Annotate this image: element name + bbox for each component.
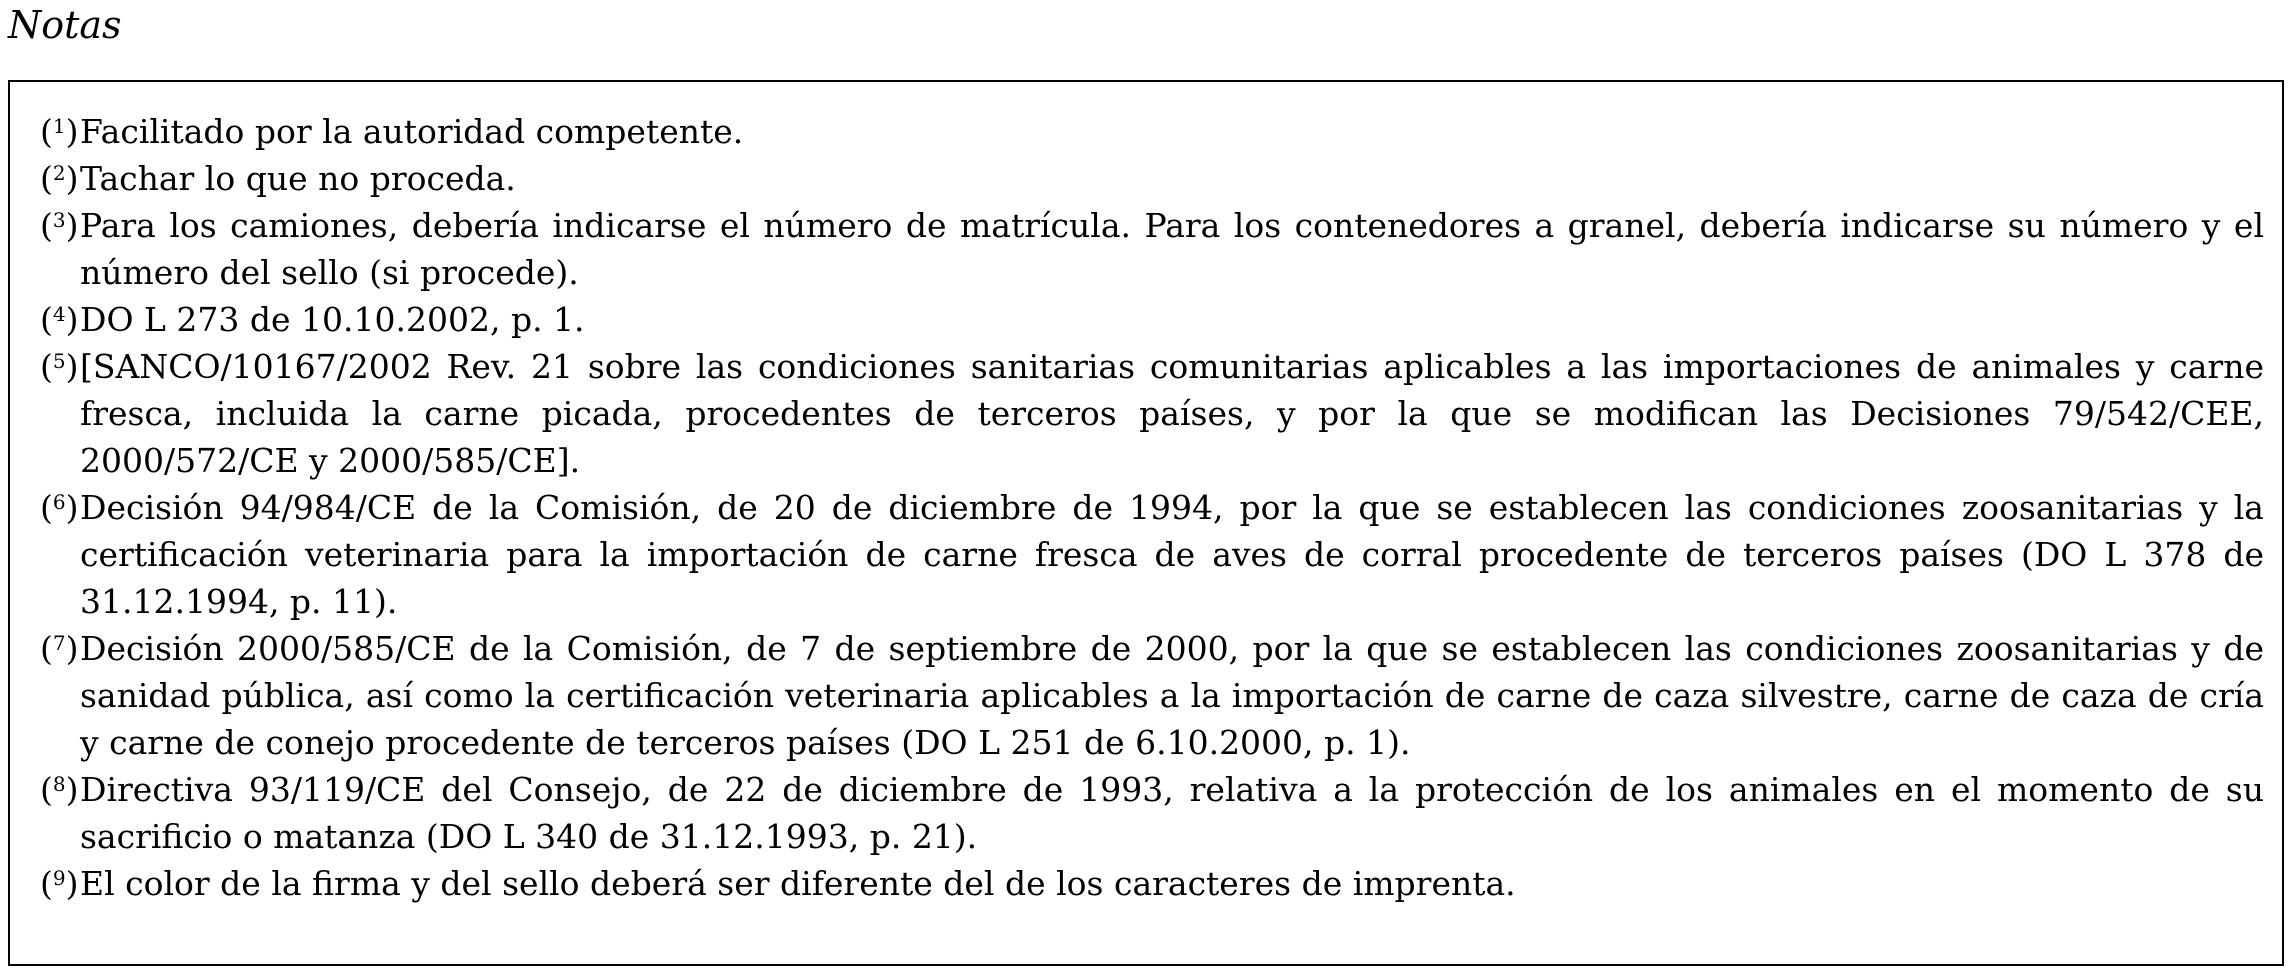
note-marker-5: ($^5$) [40, 347, 79, 386]
note-3 [34, 202, 2264, 296]
note-text-1: Facilitado por la autoridad competente. [80, 112, 744, 151]
note-text-6: Decisión 94/984/CE de la Comisión, de 20 de diciembre de 1994, por la que se establecen las condiciones zoosanitarias y la certificación veterinaria para la importación de carne fresca de aves de corral procedente de terceros países (DO L 378 de 31.12.1994, p. 11). [80, 488, 2264, 621]
notes-box [8, 80, 2284, 966]
note-text-5: [SANCO/10167/2002 Rev. 21 sobre las condiciones sanitarias comunitarias aplicables a las importaciones de animales y carne fresca, incluida la carne picada, procedentes de terceros países, y por la que se modifican las Decisiones 79/542/CEE, 2000/572/CE y 2000/585/CE]. [80, 347, 2264, 480]
note-marker-9: ($^9$) [40, 864, 79, 903]
note-text-7: Decisión 2000/585/CE de la Comisión, de 7 de septiembre de 2000, por la que se establecen las condiciones zoosanitarias y de sanidad pública, así como la certificación veterinaria aplicables a la importación de carne de caza silvestre, carne de caza de cría y carne de conejo procedente de terceros países (DO L 251 de 6.10.2000, p. 1). [80, 629, 2264, 762]
note-marker-1: ($^1$) [40, 112, 79, 151]
note-7 [34, 625, 2264, 766]
note-text-3: Para los camiones, debería indicarse el número de matrícula. Para los contenedores a granel, debería indicarse su número y el número del sello (si procede). [80, 206, 2264, 292]
note-marker-3: ($^3$) [40, 206, 79, 245]
note-9 [34, 860, 2264, 907]
note-marker-6: ($^6$) [40, 488, 79, 527]
note-marker-4: ($^4$) [40, 300, 79, 339]
note-text-4: DO L 273 de 10.10.2002, p. 1. [80, 300, 585, 339]
note-text-8: Directiva 93/119/CE del Consejo, de 22 de diciembre de 1993, relativa a la protección de los animales en el momento de su sacrificio o matanza (DO L 340 de 31.12.1993, p. 21). [80, 770, 2264, 856]
notes-heading: Notas [8, 3, 122, 47]
note-marker-8: ($^8$) [40, 770, 79, 809]
note-text-2: Tachar lo que no proceda. [80, 159, 516, 198]
note-2 [34, 155, 2264, 202]
note-1 [34, 108, 2264, 155]
note-8 [34, 766, 2264, 860]
note-text-9: El color de la firma y del sello deberá ser diferente del de los caracteres de imprenta. [80, 864, 1516, 903]
note-marker-2: ($^2$) [40, 159, 79, 198]
note-marker-7: ($^7$) [40, 629, 79, 668]
note-6 [34, 484, 2264, 625]
note-4 [34, 296, 2264, 343]
note-5 [34, 343, 2264, 484]
